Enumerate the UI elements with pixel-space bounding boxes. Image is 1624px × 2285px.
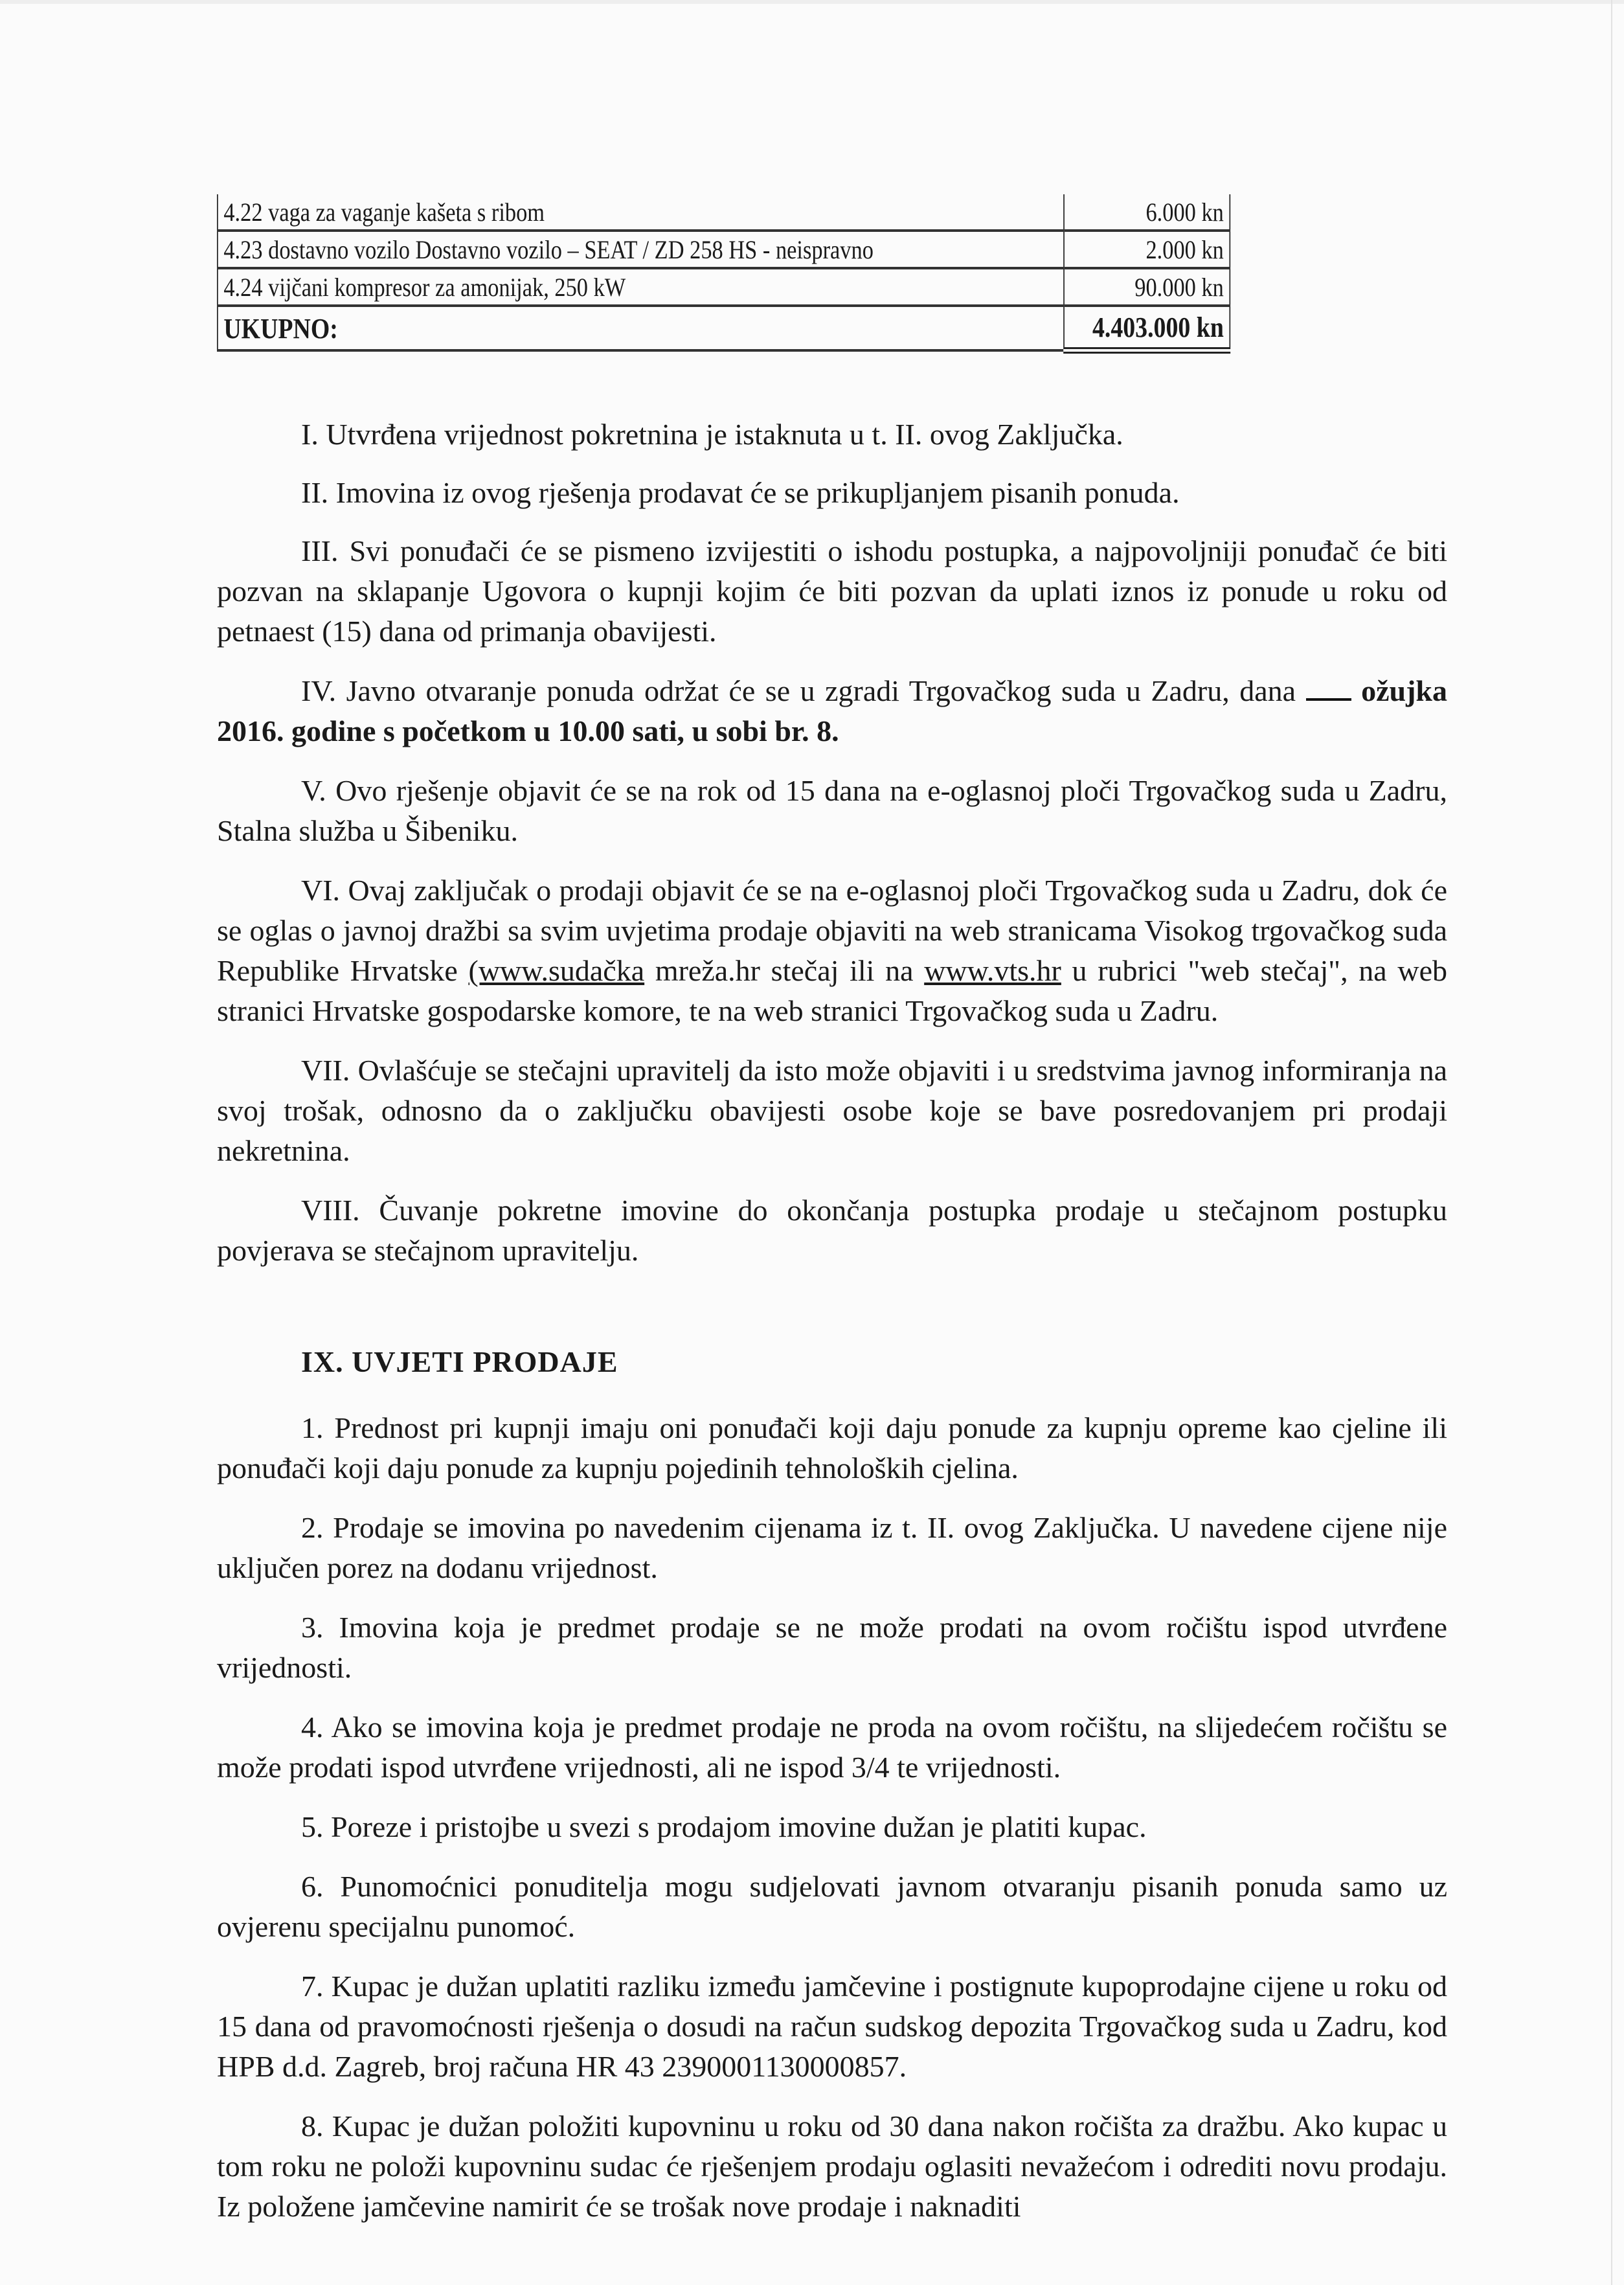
section-vii: VII. Ovlašćuje se stečajni upravitelj da isto može objaviti i u sredstvima javnog informiranja na svoj trošak, odnosno da o zaključku obavijesti osobe koje se bave posredovanjem pri prodaji nekretnina.	[217, 1054, 1447, 1167]
table-row	[218, 268, 1230, 306]
item-value: 2.000 kn	[1064, 231, 1230, 268]
total-value: 4.403.000 kn	[1064, 306, 1230, 350]
section-vi-text-2: mreža.hr stečaj ili na	[644, 954, 925, 987]
table-row	[218, 194, 1230, 231]
item-description: 4.24 vijčani kompresor za amonijak, 250 kW	[218, 268, 1064, 306]
document-body	[217, 415, 1447, 2246]
item-description: 4.22 vaga za vaganje kašeta s ribom	[218, 194, 1064, 231]
section-iv-date-time: ožujka 2016. godine s početkom u 10.00 sati, u sobi br. 8.	[217, 674, 1448, 747]
link-vts[interactable]: www.vts.hr	[924, 954, 1061, 987]
scan-top-edge	[0, 0, 1624, 4]
section-i: I. Utvrđena vrijednost pokretnina je istaknuta u t. II. ovog Zaključka.	[301, 418, 1123, 451]
section-vi	[217, 870, 1447, 1031]
section-iii: III. Svi ponuđači će se pismeno izvijestiti o ishodu postupka, a najpovoljniji ponuđač će biti pozvan na sklapanje Ugovora o kupnji kojim će biti pozvan da uplati iznos iz ponude u roku od petnaest (15) dana od primanja obavijesti.	[217, 534, 1447, 648]
section-vi-text-1: VI. Ovaj zaključak o prodaji objavit će se na e-oglasnoj ploči Trgovačkog suda u Zadru, dok će se oglas o javnoj dražbi sa svim uvjetima prodaje objaviti na web stranicama Visokog trgovačkog suda Republike Hrvatske	[217, 874, 1447, 987]
item-value: 6.000 kn	[1064, 194, 1230, 231]
condition-item: 1. Prednost pri kupnji imaju oni ponuđači koji daju ponude za kupnju opreme kao cjeline ili ponuđači koji daju ponude za kupnju pojedinih tehnoloških cjelina.	[217, 1411, 1447, 1484]
condition-item: 6. Punomoćnici ponuditelja mogu sudjelovati javnom otvaranju pisanih ponuda samo uz ovjerenu specijalnu punomoć.	[217, 1870, 1447, 1943]
item-description: 4.23 dostavno vozilo Dostavno vozilo – SEAT / ZD 258 HS - neispravno	[218, 231, 1064, 268]
table-row	[218, 231, 1230, 268]
condition-item: 8. Kupac je dužan položiti kupovninu u roku od 30 dana nakon ročišta za dražbu. Ako kupac u tom roku ne položi kupovninu sudac će rješenjem prodaju oglasiti nevažećom i odrediti novu prodaju. Iz položene jamčevine namirit će se trošak nove prodaje i naknaditi	[217, 2109, 1447, 2223]
condition-item: 4. Ako se imovina koja je predmet prodaje ne proda na ovom ročištu, na slijedećem ročištu se može prodati ispod utvrđene vrijednosti, ali ne ispod 3/4 te vrijednosti.	[217, 1711, 1447, 1784]
conditions-heading: IX. UVJETI PRODAJE	[301, 1345, 618, 1378]
section-iv-text: IV. Javno otvaranje ponuda održat će se u zgradi Trgovačkog suda u Zadru, dana	[301, 674, 1306, 707]
condition-item: 3. Imovina koja je predmet prodaje se ne može prodati na ovom ročištu ispod utvrđene vrijednosti.	[217, 1611, 1447, 1684]
condition-item: 2. Prodaje se imovina po navedenim cijenama iz t. II. ovog Zaključka. U navedene cijene nije uključen porez na dodanu vrijednost.	[217, 1511, 1447, 1584]
link-sudacka-mreza[interactable]: (www.sudačka	[468, 954, 645, 987]
date-blank-line	[1306, 685, 1351, 701]
section-iv	[217, 671, 1447, 751]
table-total-row	[218, 306, 1230, 350]
total-label: UKUPNO:	[218, 306, 1064, 350]
condition-item: 5. Poreze i pristojbe u svezi s prodajom imovine dužan je platiti kupac.	[301, 1810, 1147, 1843]
condition-item: 7. Kupac je dužan uplatiti razliku između jamčevine i postignute kupoprodajne cijene u roku od 15 dana od pravomoćnosti rješenja o dosudi na račun sudskog depozita Trgovačkog suda u Zadru, kod HPB d.d. Zagreb, broj računa HR 43 2390001130000857.	[217, 1970, 1447, 2083]
item-value: 90.000 kn	[1064, 268, 1230, 306]
section-vi-text-3: u rubrici "web stečaj", na web stranici Hrvatske gospodarske komore, te na web stranici Trgovačkog suda u Zadru.	[217, 954, 1447, 1027]
scan-page-edge	[1611, 0, 1612, 2285]
section-ii: II. Imovina iz ovog rješenja prodavat će se prikupljanjem pisanih ponuda.	[301, 476, 1180, 509]
section-viii: VIII. Čuvanje pokretne imovine do okončanja postupka prodaje u stečajnom postupku povjerava se stečajnom upravitelju.	[217, 1194, 1447, 1267]
section-v: V. Ovo rješenje objavit će se na rok od 15 dana na e-oglasnoj ploči Trgovačkog suda u Zadru, Stalna služba u Šibeniku.	[217, 774, 1447, 847]
asset-valuation-table	[217, 194, 1230, 354]
